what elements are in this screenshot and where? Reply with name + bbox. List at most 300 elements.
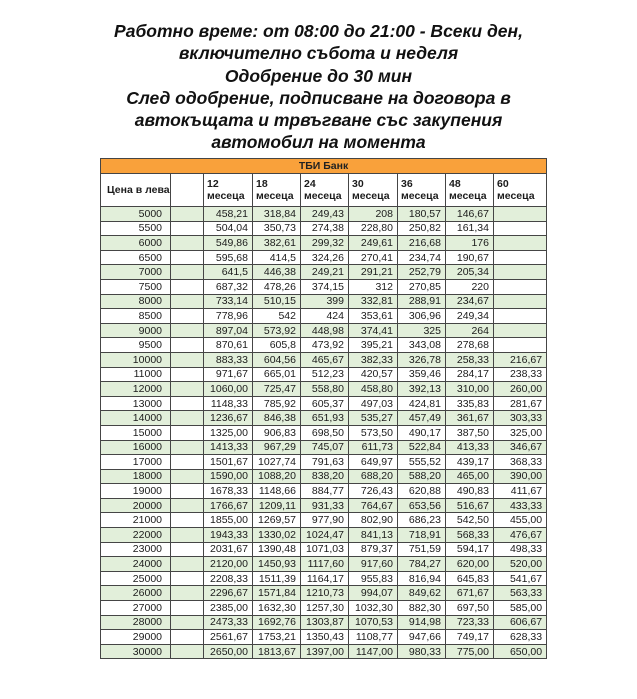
table-row	[101, 528, 547, 543]
spacer-cell	[171, 396, 204, 411]
price-cell: 24000	[101, 557, 171, 572]
payment-cell: 180,57	[398, 207, 446, 222]
payment-cell: 1071,03	[301, 542, 349, 557]
payment-cell: 1117,60	[301, 557, 349, 572]
payment-cell: 1088,20	[253, 469, 301, 484]
table-row	[101, 498, 547, 513]
payment-cell: 563,33	[494, 586, 547, 601]
payment-cell: 252,79	[398, 265, 446, 280]
payment-cell: 411,67	[494, 484, 547, 499]
price-cell: 23000	[101, 542, 171, 557]
spacer-cell	[171, 630, 204, 645]
payment-cell: 1032,30	[349, 601, 398, 616]
page-title	[0, 20, 637, 154]
payment-cell: 883,33	[204, 352, 253, 367]
payment-cell: 318,84	[253, 207, 301, 222]
payment-cell: 392,13	[398, 382, 446, 397]
price-cell: 29000	[101, 630, 171, 645]
price-cell: 5000	[101, 207, 171, 222]
loan-rates-table	[100, 158, 547, 659]
payment-cell: 650,00	[494, 644, 547, 659]
payment-cell: 568,33	[446, 528, 494, 543]
payment-cell: 882,30	[398, 601, 446, 616]
payment-cell: 2120,00	[204, 557, 253, 572]
table-row	[101, 513, 547, 528]
payment-cell: 161,34	[446, 221, 494, 236]
payment-cell: 258,33	[446, 352, 494, 367]
payment-cell: 687,32	[204, 279, 253, 294]
price-cell: 21000	[101, 513, 171, 528]
payment-cell: 228,80	[349, 221, 398, 236]
payment-cell: 549,86	[204, 236, 253, 251]
payment-cell: 326,78	[398, 352, 446, 367]
price-cell: 13000	[101, 396, 171, 411]
spacer-cell	[171, 498, 204, 513]
payment-cell: 775,00	[446, 644, 494, 659]
month-column-header-30: 30 месеца	[349, 174, 398, 207]
payment-cell: 2561,67	[204, 630, 253, 645]
payment-cell: 368,33	[494, 455, 547, 470]
spacer-cell	[171, 411, 204, 426]
payment-cell: 249,61	[349, 236, 398, 251]
payment-cell: 917,60	[349, 557, 398, 572]
payment-cell: 274,38	[301, 221, 349, 236]
payment-cell: 382,61	[253, 236, 301, 251]
table-row	[101, 352, 547, 367]
payment-cell: 458,21	[204, 207, 253, 222]
payment-cell: 1027,74	[253, 455, 301, 470]
price-cell: 9500	[101, 338, 171, 353]
price-cell: 26000	[101, 586, 171, 601]
table-row	[101, 644, 547, 659]
payment-cell: 350,73	[253, 221, 301, 236]
payment-cell: 1147,00	[349, 644, 398, 659]
payment-cell: 605,8	[253, 338, 301, 353]
payment-cell: 420,57	[349, 367, 398, 382]
payment-cell: 374,41	[349, 323, 398, 338]
payment-cell: 1397,00	[301, 644, 349, 659]
payment-cell: 395,21	[349, 338, 398, 353]
table-row	[101, 411, 547, 426]
table-row	[101, 601, 547, 616]
payment-cell: 2650,00	[204, 644, 253, 659]
price-cell: 5500	[101, 221, 171, 236]
payment-cell: 1257,30	[301, 601, 349, 616]
spacer-cell	[171, 601, 204, 616]
column-header-row	[101, 174, 547, 207]
payment-cell: 332,81	[349, 294, 398, 309]
payment-cell: 542,50	[446, 513, 494, 528]
title-line: Работно време: от 08:00 до 21:00 - Всеки ден,	[114, 21, 523, 41]
payment-cell: 906,83	[253, 425, 301, 440]
spacer-cell	[171, 338, 204, 353]
payment-cell	[494, 221, 547, 236]
payment-cell: 897,04	[204, 323, 253, 338]
spacer-cell	[171, 615, 204, 630]
payment-cell: 1269,57	[253, 513, 301, 528]
payment-cell: 310,00	[446, 382, 494, 397]
spacer-cell	[171, 469, 204, 484]
payment-cell	[494, 207, 547, 222]
payment-cell: 220	[446, 279, 494, 294]
spacer-cell	[171, 440, 204, 455]
spacer-cell	[171, 367, 204, 382]
payment-cell: 250,82	[398, 221, 446, 236]
payment-cell: 778,96	[204, 309, 253, 324]
payment-cell: 785,92	[253, 396, 301, 411]
table-row	[101, 309, 547, 324]
payment-cell: 1632,30	[253, 601, 301, 616]
spacer-column-header	[171, 174, 204, 207]
payment-cell: 1766,67	[204, 498, 253, 513]
payment-cell: 751,59	[398, 542, 446, 557]
rates-table-body	[101, 207, 547, 659]
price-cell: 22000	[101, 528, 171, 543]
payment-cell: 1060,00	[204, 382, 253, 397]
payment-cell: 1571,84	[253, 586, 301, 601]
payment-cell: 249,34	[446, 309, 494, 324]
table-row	[101, 586, 547, 601]
payment-cell: 458,80	[349, 382, 398, 397]
spacer-cell	[171, 557, 204, 572]
payment-cell: 588,20	[398, 469, 446, 484]
payment-cell: 733,14	[204, 294, 253, 309]
table-row	[101, 615, 547, 630]
payment-cell: 433,33	[494, 498, 547, 513]
payment-cell: 791,63	[301, 455, 349, 470]
table-row	[101, 571, 547, 586]
spacer-cell	[171, 455, 204, 470]
payment-cell: 1325,00	[204, 425, 253, 440]
payment-cell: 555,52	[398, 455, 446, 470]
price-column-header: Цена в лева	[101, 174, 171, 207]
payment-cell: 698,50	[301, 425, 349, 440]
spacer-cell	[171, 571, 204, 586]
price-cell: 25000	[101, 571, 171, 586]
payment-cell: 816,94	[398, 571, 446, 586]
price-cell: 6000	[101, 236, 171, 251]
payment-cell: 439,17	[446, 455, 494, 470]
table-row	[101, 367, 547, 382]
payment-cell: 306,96	[398, 309, 446, 324]
table-row	[101, 455, 547, 470]
table-row	[101, 484, 547, 499]
payment-cell: 1450,93	[253, 557, 301, 572]
payment-cell: 270,41	[349, 250, 398, 265]
payment-cell: 641,5	[204, 265, 253, 280]
payment-cell: 697,50	[446, 601, 494, 616]
payment-cell: 510,15	[253, 294, 301, 309]
payment-cell: 249,43	[301, 207, 349, 222]
payment-cell: 1236,67	[204, 411, 253, 426]
payment-cell: 726,43	[349, 484, 398, 499]
payment-cell: 390,00	[494, 469, 547, 484]
table-row	[101, 323, 547, 338]
title-line: автокъщата и трвъгване със закупения	[134, 110, 503, 131]
price-cell: 15000	[101, 425, 171, 440]
payment-cell	[494, 265, 547, 280]
table-row	[101, 469, 547, 484]
price-cell: 16000	[101, 440, 171, 455]
price-cell: 18000	[101, 469, 171, 484]
payment-cell: 585,00	[494, 601, 547, 616]
payment-cell: 1330,02	[253, 528, 301, 543]
payment-cell: 1678,33	[204, 484, 253, 499]
payment-cell: 947,66	[398, 630, 446, 645]
table-row	[101, 207, 547, 222]
payment-cell: 238,33	[494, 367, 547, 382]
payment-cell: 374,15	[301, 279, 349, 294]
payment-cell: 260,00	[494, 382, 547, 397]
spacer-cell	[171, 382, 204, 397]
payment-cell: 980,33	[398, 644, 446, 659]
payment-cell: 424,81	[398, 396, 446, 411]
payment-cell: 457,49	[398, 411, 446, 426]
spacer-cell	[171, 221, 204, 236]
payment-cell: 1148,66	[253, 484, 301, 499]
payment-cell: 465,00	[446, 469, 494, 484]
payment-cell: 473,92	[301, 338, 349, 353]
payment-cell: 971,67	[204, 367, 253, 382]
spacer-cell	[171, 236, 204, 251]
payment-cell: 764,67	[349, 498, 398, 513]
payment-cell: 208	[349, 207, 398, 222]
payment-cell: 303,33	[494, 411, 547, 426]
payment-cell: 1413,33	[204, 440, 253, 455]
payment-cell: 249,21	[301, 265, 349, 280]
payment-cell: 723,33	[446, 615, 494, 630]
payment-cell: 387,50	[446, 425, 494, 440]
payment-cell: 2473,33	[204, 615, 253, 630]
payment-cell: 846,38	[253, 411, 301, 426]
payment-cell: 1210,73	[301, 586, 349, 601]
payment-cell: 414,5	[253, 250, 301, 265]
payment-cell: 325	[398, 323, 446, 338]
payment-cell: 967,29	[253, 440, 301, 455]
payment-cell: 594,17	[446, 542, 494, 557]
payment-cell: 353,61	[349, 309, 398, 324]
table-row	[101, 338, 547, 353]
table-row	[101, 440, 547, 455]
payment-cell: 146,67	[446, 207, 494, 222]
payment-cell: 838,20	[301, 469, 349, 484]
payment-cell: 611,73	[349, 440, 398, 455]
payment-cell: 382,33	[349, 352, 398, 367]
spacer-cell	[171, 425, 204, 440]
payment-cell: 849,62	[398, 586, 446, 601]
payment-cell: 1303,87	[301, 615, 349, 630]
price-cell: 10000	[101, 352, 171, 367]
payment-cell: 665,01	[253, 367, 301, 382]
spacer-cell	[171, 279, 204, 294]
payment-cell: 595,68	[204, 250, 253, 265]
payment-cell	[494, 294, 547, 309]
price-cell: 9000	[101, 323, 171, 338]
payment-cell: 1024,47	[301, 528, 349, 543]
payment-cell: 653,56	[398, 498, 446, 513]
payment-cell: 535,27	[349, 411, 398, 426]
payment-cell: 1164,17	[301, 571, 349, 586]
payment-cell: 465,67	[301, 352, 349, 367]
payment-cell: 541,67	[494, 571, 547, 586]
table-row	[101, 294, 547, 309]
table-row	[101, 630, 547, 645]
price-cell: 12000	[101, 382, 171, 397]
month-column-header-60: 60 месеца	[494, 174, 547, 207]
spacer-cell	[171, 528, 204, 543]
table-row	[101, 425, 547, 440]
spacer-cell	[171, 250, 204, 265]
payment-cell: 478,26	[253, 279, 301, 294]
payment-cell: 288,91	[398, 294, 446, 309]
payment-cell: 1148,33	[204, 396, 253, 411]
price-cell: 11000	[101, 367, 171, 382]
payment-cell: 573,50	[349, 425, 398, 440]
payment-cell: 605,37	[301, 396, 349, 411]
table-row	[101, 382, 547, 397]
payment-cell: 176	[446, 236, 494, 251]
payment-cell: 346,67	[494, 440, 547, 455]
payment-cell: 216,68	[398, 236, 446, 251]
payment-cell: 2031,67	[204, 542, 253, 557]
payment-cell: 745,07	[301, 440, 349, 455]
payment-cell: 504,04	[204, 221, 253, 236]
table-row	[101, 236, 547, 251]
payment-cell: 604,56	[253, 352, 301, 367]
payment-cell: 671,67	[446, 586, 494, 601]
payment-cell	[494, 236, 547, 251]
payment-cell: 870,61	[204, 338, 253, 353]
payment-cell: 476,67	[494, 528, 547, 543]
price-cell: 27000	[101, 601, 171, 616]
payment-cell: 914,98	[398, 615, 446, 630]
spacer-cell	[171, 513, 204, 528]
payment-cell: 216,67	[494, 352, 547, 367]
payment-cell: 498,33	[494, 542, 547, 557]
payment-cell: 628,33	[494, 630, 547, 645]
payment-cell: 931,33	[301, 498, 349, 513]
payment-cell: 278,68	[446, 338, 494, 353]
payment-cell	[494, 309, 547, 324]
title-line: включително събота и неделя	[178, 43, 459, 64]
title-line: автомобил на момента	[211, 132, 426, 153]
month-column-header-36: 36 месеца	[398, 174, 446, 207]
payment-cell: 1390,48	[253, 542, 301, 557]
month-column-header-24: 24 месеца	[301, 174, 349, 207]
payment-cell: 234,74	[398, 250, 446, 265]
spacer-cell	[171, 309, 204, 324]
table-row	[101, 250, 547, 265]
month-column-header-12: 12 месеца	[204, 174, 253, 207]
payment-cell: 234,67	[446, 294, 494, 309]
payment-cell: 879,37	[349, 542, 398, 557]
payment-cell: 1943,33	[204, 528, 253, 543]
price-cell: 19000	[101, 484, 171, 499]
payment-cell: 542	[253, 309, 301, 324]
payment-cell: 1855,00	[204, 513, 253, 528]
price-cell: 14000	[101, 411, 171, 426]
payment-cell: 516,67	[446, 498, 494, 513]
table-row	[101, 279, 547, 294]
payment-cell: 361,67	[446, 411, 494, 426]
title-line: Одобрение до 30 мин	[224, 65, 413, 86]
payment-cell: 573,92	[253, 323, 301, 338]
payment-cell: 270,85	[398, 279, 446, 294]
payment-cell: 802,90	[349, 513, 398, 528]
payment-cell: 2208,33	[204, 571, 253, 586]
payment-cell: 1070,53	[349, 615, 398, 630]
month-column-header-18: 18 месеца	[253, 174, 301, 207]
payment-cell: 1692,76	[253, 615, 301, 630]
payment-cell	[494, 338, 547, 353]
payment-cell: 784,27	[398, 557, 446, 572]
payment-cell: 688,20	[349, 469, 398, 484]
payment-cell: 1590,00	[204, 469, 253, 484]
payment-cell: 291,21	[349, 265, 398, 280]
table-row	[101, 265, 547, 280]
payment-cell: 1108,77	[349, 630, 398, 645]
payment-cell: 448,98	[301, 323, 349, 338]
payment-cell: 1501,67	[204, 455, 253, 470]
payment-cell: 558,80	[301, 382, 349, 397]
table-row	[101, 542, 547, 557]
payment-cell: 512,23	[301, 367, 349, 382]
spacer-cell	[171, 484, 204, 499]
price-cell: 30000	[101, 644, 171, 659]
payment-cell: 620,88	[398, 484, 446, 499]
payment-cell: 335,83	[446, 396, 494, 411]
spacer-cell	[171, 294, 204, 309]
spacer-cell	[171, 644, 204, 659]
payment-cell: 325,00	[494, 425, 547, 440]
payment-cell: 190,67	[446, 250, 494, 265]
payment-cell: 651,93	[301, 411, 349, 426]
payment-cell: 686,23	[398, 513, 446, 528]
table-row	[101, 557, 547, 572]
payment-cell: 522,84	[398, 440, 446, 455]
payment-cell: 424	[301, 309, 349, 324]
payment-cell: 884,77	[301, 484, 349, 499]
payment-cell: 446,38	[253, 265, 301, 280]
payment-cell: 841,13	[349, 528, 398, 543]
payment-cell: 606,67	[494, 615, 547, 630]
payment-cell: 264	[446, 323, 494, 338]
payment-cell: 649,97	[349, 455, 398, 470]
payment-cell: 994,07	[349, 586, 398, 601]
spacer-cell	[171, 352, 204, 367]
payment-cell: 490,17	[398, 425, 446, 440]
price-cell: 7000	[101, 265, 171, 280]
price-cell: 17000	[101, 455, 171, 470]
table-row	[101, 396, 547, 411]
payment-cell: 955,83	[349, 571, 398, 586]
bank-banner-row	[101, 159, 547, 174]
payment-cell: 1350,43	[301, 630, 349, 645]
payment-cell: 399	[301, 294, 349, 309]
spacer-cell	[171, 265, 204, 280]
price-cell: 7500	[101, 279, 171, 294]
payment-cell: 359,46	[398, 367, 446, 382]
payment-cell: 520,00	[494, 557, 547, 572]
price-cell: 6500	[101, 250, 171, 265]
title-line: След одобрение, подписване на договора в	[126, 87, 511, 108]
payment-cell: 2385,00	[204, 601, 253, 616]
payment-cell: 977,90	[301, 513, 349, 528]
payment-cell: 2296,67	[204, 586, 253, 601]
payment-cell: 749,17	[446, 630, 494, 645]
payment-cell: 299,32	[301, 236, 349, 251]
payment-cell	[494, 323, 547, 338]
